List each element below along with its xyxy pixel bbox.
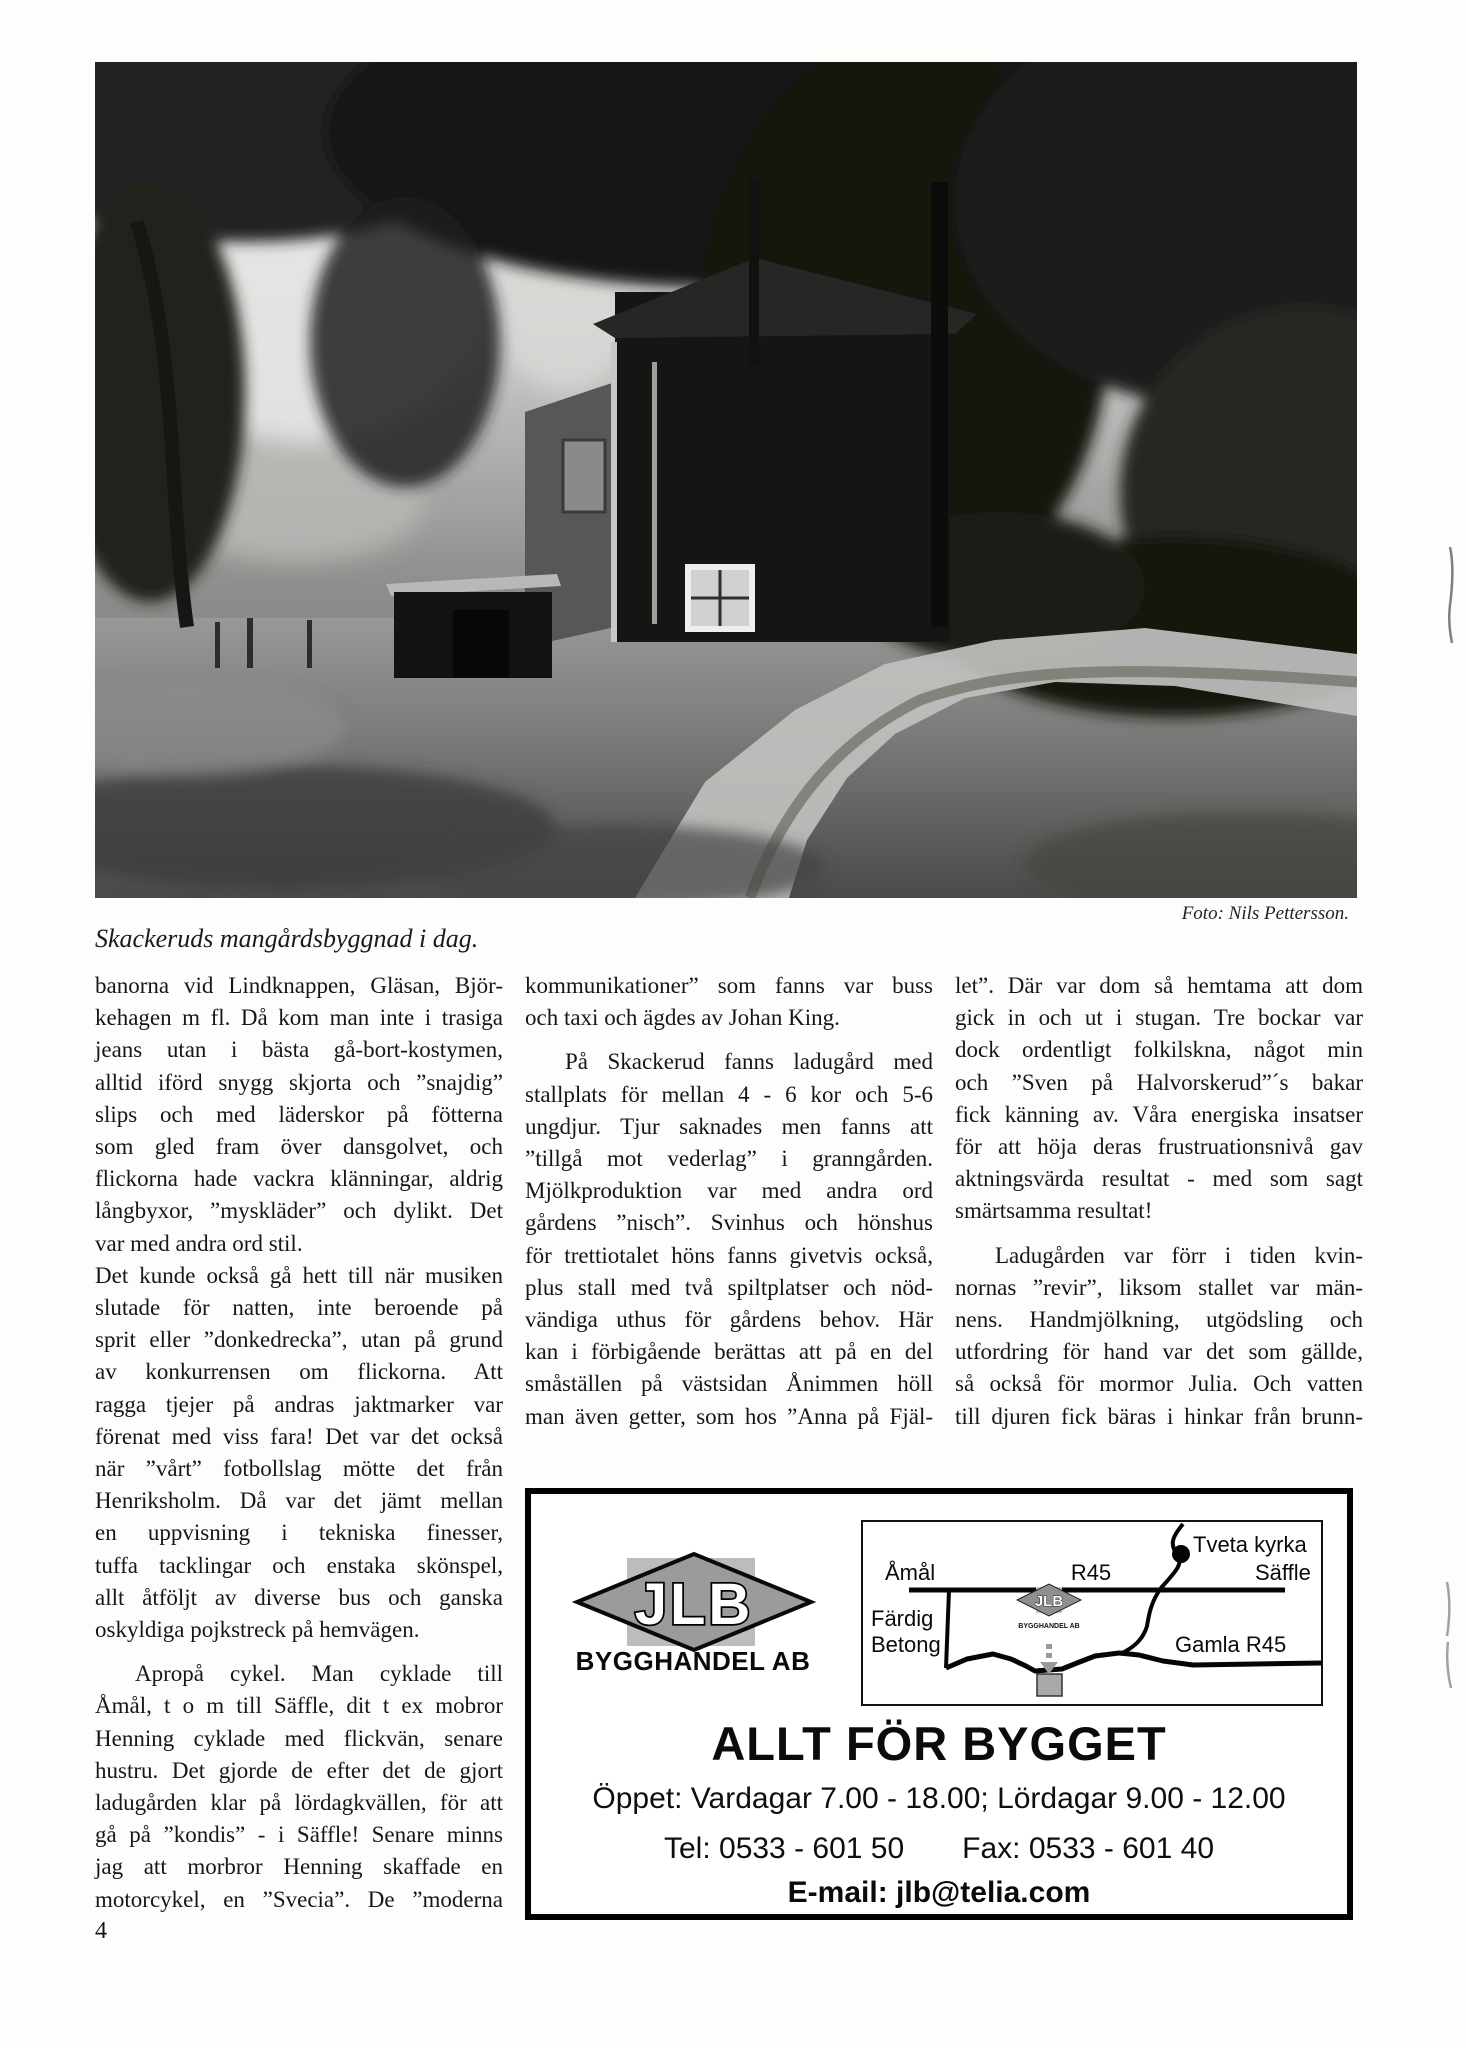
map-church-dot xyxy=(1172,1545,1190,1563)
map-label-r45: R45 xyxy=(1070,1560,1112,1585)
map-label-gamla-r45: Gamla R45 xyxy=(1175,1632,1287,1657)
text-line: motorcykel, en ”Svecia”. De ”moderna xyxy=(95,1886,503,1912)
map-label-fardig: Färdig xyxy=(871,1606,934,1631)
text-line: ungdjur. Tjur saknades men fanns att xyxy=(525,1113,933,1139)
text-line: vändiga uthus för gårdens behov. Här xyxy=(525,1307,933,1333)
text-line: långbyxor, ”myskläder” och dylikt. Det xyxy=(95,1198,503,1224)
text-line: Åmål, t o m till Säffle, dit t ex mobror xyxy=(95,1693,503,1719)
text-line: nens. Handmjölkning, utgödsling och xyxy=(955,1307,1363,1333)
map-mini-logo-subtext: BYGGHANDEL AB xyxy=(1018,1623,1080,1630)
text-line: Henning cyklade med flickvän, senare xyxy=(95,1725,503,1751)
article-column-3 xyxy=(955,970,1363,1433)
text-line: plus stall med två spiltplatser och nöd- xyxy=(525,1274,933,1300)
text-line: slips och med läderskor på fötterna xyxy=(95,1101,503,1127)
text-line: man även getter, som hos ”Anna på Fjäl- xyxy=(525,1403,933,1429)
page-number: 4 xyxy=(95,1918,107,1944)
text-line: småställen på västsidan Ånimmen höll xyxy=(525,1371,933,1397)
scan-mark xyxy=(1438,1580,1456,1690)
map-store-square xyxy=(1037,1674,1062,1696)
text-line: nornas ”revir”, liksom stallet var män- xyxy=(955,1274,1363,1300)
text-line: smärtsamma resultat! xyxy=(955,1198,1153,1224)
ad-tel-fax xyxy=(531,1832,1347,1866)
text-line: som gled fram över dansgolvet, och xyxy=(95,1134,503,1160)
text-line: gick in och ut i stugan. Tre bockar var xyxy=(955,1005,1363,1031)
photo-image xyxy=(95,62,1357,898)
text-line: Apropå cykel. Man cyklade till xyxy=(135,1661,503,1687)
text-line: så också för mormor Julia. Och vatten xyxy=(955,1371,1363,1397)
text-line: På Skackerud fanns ladugård med xyxy=(565,1049,933,1075)
text-line: jag att morbror Henning skaffade en xyxy=(95,1854,503,1880)
jlb-logo-text: JLB xyxy=(634,1572,754,1637)
text-line: oskyldiga pojkstreck på hemvägen. xyxy=(95,1617,420,1643)
map-label-amal: Åmål xyxy=(885,1560,936,1585)
jlb-logo-subtext: BYGGHANDEL AB xyxy=(575,1646,811,1676)
text-line: fick känning av. Våra energiska insatser xyxy=(955,1101,1363,1127)
text-line: ragga tjejer på andras jaktmarker var xyxy=(95,1391,503,1417)
text-line: och taxi och ägdes av Johan King. xyxy=(525,1005,840,1031)
text-line: stallplats för mellan 4 - 6 kor och 5-6 xyxy=(525,1081,933,1107)
ad-fax: Fax: 0533 - 601 40 xyxy=(962,1832,1215,1865)
jlb-advertisement xyxy=(525,1488,1353,1920)
text-line: för trettiotalet höns fanns givetvis också, xyxy=(525,1242,933,1268)
text-line: för att höja deras frustruationsnivå gav xyxy=(955,1134,1363,1160)
text-line: hustru. Det gjorde de efter det de gjort xyxy=(95,1757,503,1783)
text-line: av konkurrensen om flickorna. Att xyxy=(95,1359,503,1385)
text-line: allt åtföljt av diverse bus och ganska xyxy=(95,1584,503,1610)
ad-opening-hours: Öppet: Vardagar 7.00 - 18.00; Lördagar 9.00 - 12.00 xyxy=(592,1782,1286,1815)
map-road-vertical xyxy=(946,1590,949,1668)
text-line: sprit eller ”donkedrecka”, utan på grund xyxy=(95,1327,503,1353)
text-line: en uppvisning i tekniska finesser, xyxy=(95,1520,503,1546)
farmhouse-photo xyxy=(95,62,1357,898)
text-line: Mjölkproduktion var med andra ord xyxy=(525,1178,933,1204)
text-line: och ”Sven på Halvorskerud”´s bakar xyxy=(955,1069,1363,1095)
text-line: gå på ”kondis” - i Säffle! Senare minns xyxy=(95,1822,503,1848)
text-line: ”tillgå mot vederlag” i granngården. xyxy=(525,1146,933,1172)
text-line: förenat med viss fara! Det var det också xyxy=(95,1423,503,1449)
text-line: slutade för natten, inte beroende på xyxy=(95,1295,503,1321)
jlb-logo xyxy=(559,1550,829,1654)
location-map xyxy=(861,1520,1323,1706)
map-label-tveta: Tveta kyrka xyxy=(1193,1532,1307,1557)
text-line: Ladugården var förr i tiden kvin- xyxy=(995,1242,1363,1268)
text-line: ladugården klar på lördagkvällen, för att xyxy=(95,1790,503,1816)
map-label-betong: Betong xyxy=(871,1632,941,1657)
text-line: aktningsvärda resultat - med som sagt xyxy=(955,1166,1363,1192)
ad-telephone: Tel: 0533 - 601 50 xyxy=(663,1832,905,1865)
scan-mark xyxy=(1440,545,1458,645)
map-label-saffle: Säffle xyxy=(1255,1560,1311,1585)
text-line: let”. Där var dom så hemtama att dom xyxy=(955,973,1363,998)
text-line: kehagen m fl. Då kom man inte i trasiga xyxy=(95,1005,503,1031)
article-column-2 xyxy=(525,970,933,1433)
text-line: kommunikationer” som fanns var buss xyxy=(525,973,933,998)
text-line: tuffa tacklingar och enstaka skönspel, xyxy=(95,1552,503,1578)
text-line: flickorna hade vackra klänningar, aldrig xyxy=(95,1166,503,1192)
text-line: gårdens ”nisch”. Svinhus och hönshus xyxy=(525,1210,933,1236)
article-column-1 xyxy=(95,970,503,1916)
photo-credit: Foto: Nils Pettersson. xyxy=(1181,903,1349,924)
text-line: dock ordentligt folkilskna, något min xyxy=(955,1037,1363,1063)
text-line: Henriksholm. Då var det jämt mellan xyxy=(95,1488,503,1514)
text-line: utfordring för hand var det som gällde, xyxy=(955,1339,1363,1365)
ad-headline: ALLT FÖR BYGGET xyxy=(711,1717,1167,1770)
text-line: alltid iförd snygg skjorta och ”snajdig” xyxy=(95,1069,503,1095)
ad-email: E-mail: jlb@telia.com xyxy=(787,1876,1091,1909)
text-line: när ”vårt” fotbollslag mötte det från xyxy=(95,1456,503,1482)
photo-caption: Skackeruds mangårdsbyggnad i dag. xyxy=(95,924,479,953)
text-line: jeans utan i bästa gå-bort-kostymen, xyxy=(95,1037,503,1063)
text-line: kan i förbigående berättas att på en del xyxy=(525,1339,933,1365)
text-line: var med andra ord stil. xyxy=(95,1230,303,1256)
text-line: banorna vid Lindknappen, Gläsan, Björ- xyxy=(95,973,503,998)
text-line: Det kunde också gå hett till när musiken xyxy=(95,1262,503,1288)
map-mini-logo-text: JLB xyxy=(1034,1593,1064,1610)
text-line: till djuren fick bäras i hinkar från brunn- xyxy=(955,1403,1363,1429)
